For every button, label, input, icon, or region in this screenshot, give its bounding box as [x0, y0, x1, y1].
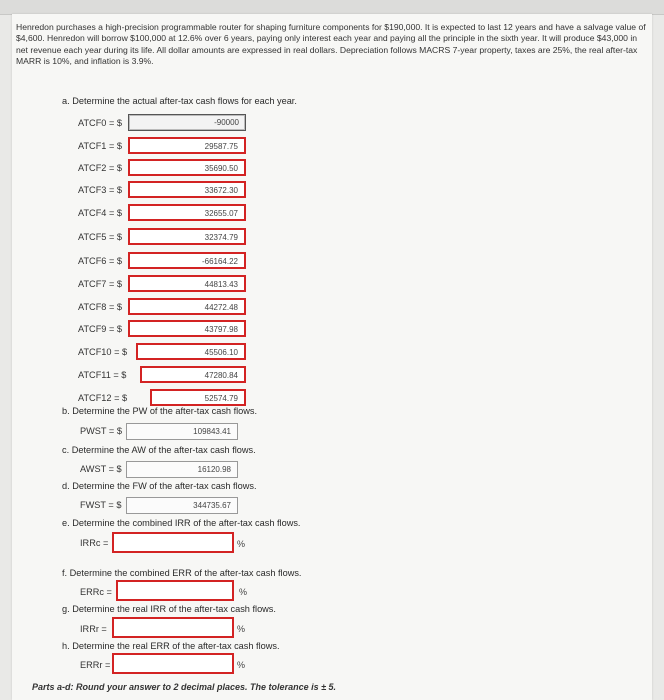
problem-text: Henredon purchases a high-precision programmable router for shaping furniture components for $190,000. It is expected to last 12 years and have a salvage value of $4,600. Henredon will borrow $100,000 at 12.6% over 6 years, paying only interest each year and paying all the principle in the sixth year. It will produce $43,000 in net revenue each year during its life. All dollar amounts are expressed in real dollars. Depreciation follows MACRS 7-year property, taxes are 25%, the real after-tax MARR is 10%, and inflation is 3.9%. [16, 22, 646, 67]
fw-label: FWST = $ [80, 500, 122, 510]
atcf-input[interactable]: 33672.30 [128, 181, 246, 198]
atcf-input[interactable]: 47280.84 [140, 366, 246, 383]
err-r-input[interactable] [112, 653, 234, 674]
atcf-label: ATCF10 = $ [78, 347, 128, 357]
pw-field[interactable]: 109843.41 [126, 423, 238, 440]
err-c-input[interactable] [116, 580, 234, 601]
atcf-input[interactable]: 32374.79 [128, 228, 246, 245]
irr-c-input[interactable] [112, 532, 234, 553]
part-g-question: g. Determine the real IRR of the after-tax cash flows. [62, 604, 276, 614]
atcf-label: ATCF7 = $ [78, 279, 122, 289]
top-strip [0, 0, 664, 15]
part-c-question: c. Determine the AW of the after-tax cash flows. [62, 445, 256, 455]
irr-r-unit: % [237, 624, 246, 634]
irr-c-unit: % [237, 539, 246, 549]
part-f-question: f. Determine the combined ERR of the after-tax cash flows. [62, 568, 302, 578]
atcf-input[interactable]: 45506.10 [136, 343, 246, 360]
atcf-label: ATCF9 = $ [78, 324, 122, 334]
part-a-question: a. Determine the actual after-tax cash flows for each year. [62, 96, 297, 106]
atcf-label: ATCF1 = $ [78, 141, 122, 151]
irr-c-label: IRRc = [80, 538, 109, 548]
rounding-note: Parts a-d: Round your answer to 2 decimal places. The tolerance is ± 5. [32, 682, 337, 692]
atcf-label: ATCF4 = $ [78, 208, 122, 218]
err-c-unit: % [239, 587, 248, 597]
err-c-label: ERRc = [80, 587, 112, 597]
atcf-label: ATCF8 = $ [78, 302, 122, 312]
atcf-label: ATCF6 = $ [78, 256, 122, 266]
fw-field[interactable]: 344735.67 [126, 497, 238, 514]
question-sheet [12, 14, 652, 700]
atcf-label: ATCF5 = $ [78, 232, 122, 242]
atcf-label: ATCF3 = $ [78, 185, 122, 195]
part-d-question: d. Determine the FW of the after-tax cash flows. [62, 481, 257, 491]
atcf-input[interactable]: 43797.98 [128, 320, 246, 337]
pw-label: PWST = $ [80, 426, 122, 436]
aw-label: AWST = $ [80, 464, 122, 474]
atcf-label: ATCF12 = $ [78, 393, 128, 403]
atcf-input[interactable]: 35690.50 [128, 159, 246, 176]
part-b-question: b. Determine the PW of the after-tax cash flows. [62, 406, 258, 416]
atcf-input[interactable]: 44272.48 [128, 298, 246, 315]
atcf-label: ATCF11 = $ [78, 370, 127, 380]
atcf-input[interactable]: -90000 [128, 114, 246, 131]
atcf-label: ATCF2 = $ [78, 163, 122, 173]
part-h-question: h. Determine the real ERR of the after-tax cash flows. [62, 641, 280, 651]
atcf-input[interactable]: 32655.07 [128, 204, 246, 221]
atcf-input[interactable]: -66164.22 [128, 252, 246, 269]
irr-r-input[interactable] [112, 617, 234, 638]
atcf-label: ATCF0 = $ [78, 118, 122, 128]
irr-r-label: IRRr = [80, 624, 107, 634]
atcf-input[interactable]: 44813.43 [128, 275, 246, 292]
part-e-question: e. Determine the combined IRR of the after-tax cash flows. [62, 518, 301, 528]
atcf-input[interactable]: 52574.79 [150, 389, 246, 406]
atcf-input[interactable]: 29587.75 [128, 137, 246, 154]
err-r-label: ERRr = [80, 660, 111, 670]
err-r-unit: % [237, 660, 246, 670]
aw-field[interactable]: 16120.98 [126, 461, 238, 478]
